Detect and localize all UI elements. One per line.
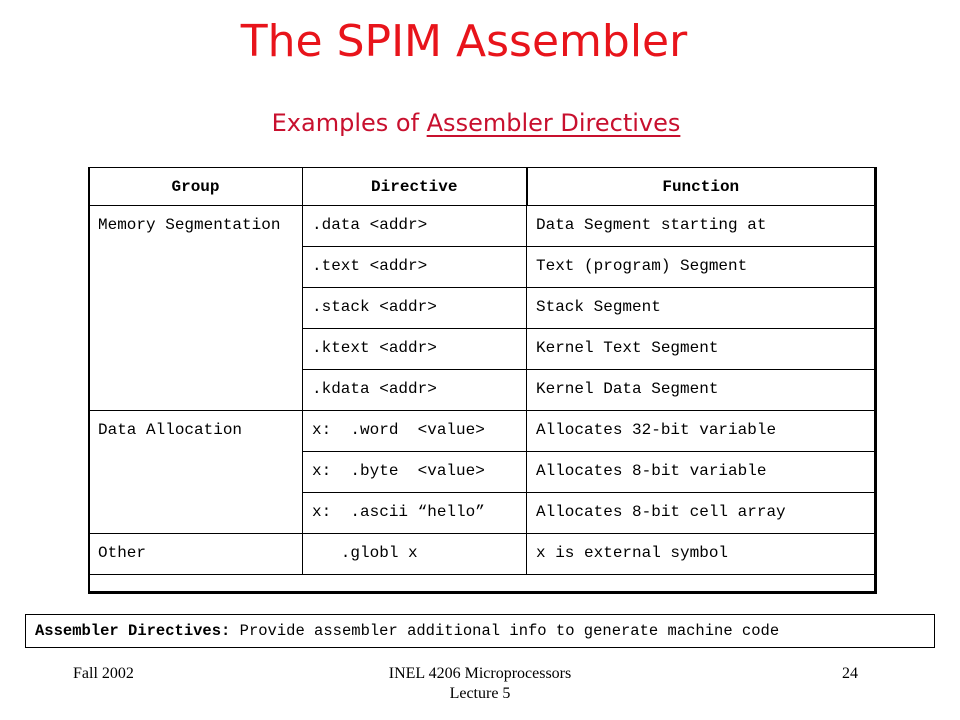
- directive-cell: .stack <addr>: [303, 288, 527, 329]
- header-directive: Directive: [303, 168, 527, 206]
- slide-title: The SPIM Assembler: [240, 16, 688, 67]
- directive-cell: x: .word <value>: [303, 411, 527, 452]
- slide-subtitle: [0, 106, 952, 140]
- directives-table: [88, 167, 875, 575]
- group-cell-data-allocation: Data Allocation: [89, 411, 303, 534]
- function-cell: Allocates 8-bit cell array: [527, 493, 875, 534]
- footer-semester: Fall 2002: [73, 665, 134, 682]
- directive-cell: x: .byte <value>: [303, 452, 527, 493]
- footer-course: [320, 664, 640, 704]
- group-cell-other: Other: [89, 534, 303, 575]
- function-cell: x is external symbol: [527, 534, 875, 575]
- header-group: Group: [89, 168, 303, 206]
- directive-cell: .text <addr>: [303, 247, 527, 288]
- function-cell: Stack Segment: [527, 288, 875, 329]
- function-cell: Allocates 32-bit variable: [527, 411, 875, 452]
- function-cell: Allocates 8-bit variable: [527, 452, 875, 493]
- note-text: Provide assembler additional info to generate machine code: [230, 622, 780, 640]
- directive-cell: .kdata <addr>: [303, 370, 527, 411]
- definition-note-box: [25, 614, 935, 648]
- table-header-row: [89, 168, 875, 206]
- footer-course-title: INEL 4206 Microprocessors: [388, 665, 572, 682]
- directive-cell: .data <addr>: [303, 206, 527, 247]
- footer-lecture: Lecture 5: [449, 685, 511, 702]
- subtitle-emphasis: Assembler Directives: [426, 109, 681, 137]
- table-row: [89, 534, 875, 575]
- table-row: [89, 206, 875, 247]
- directive-cell: x: .ascii “hello”: [303, 493, 527, 534]
- function-cell: Text (program) Segment: [527, 247, 875, 288]
- function-cell: Kernel Text Segment: [527, 329, 875, 370]
- group-cell-memory-segmentation: Memory Segmentation: [89, 206, 303, 411]
- header-function: Function: [527, 168, 875, 206]
- note-label: Assembler Directives:: [35, 622, 231, 640]
- function-cell: Kernel Data Segment: [527, 370, 875, 411]
- footer-page-number: 24: [842, 665, 858, 682]
- directive-cell: .globl x: [303, 534, 527, 575]
- subtitle-prefix: Examples of: [271, 109, 427, 137]
- directive-cell: .ktext <addr>: [303, 329, 527, 370]
- function-cell: Data Segment starting at: [527, 206, 875, 247]
- table-row: [89, 411, 875, 452]
